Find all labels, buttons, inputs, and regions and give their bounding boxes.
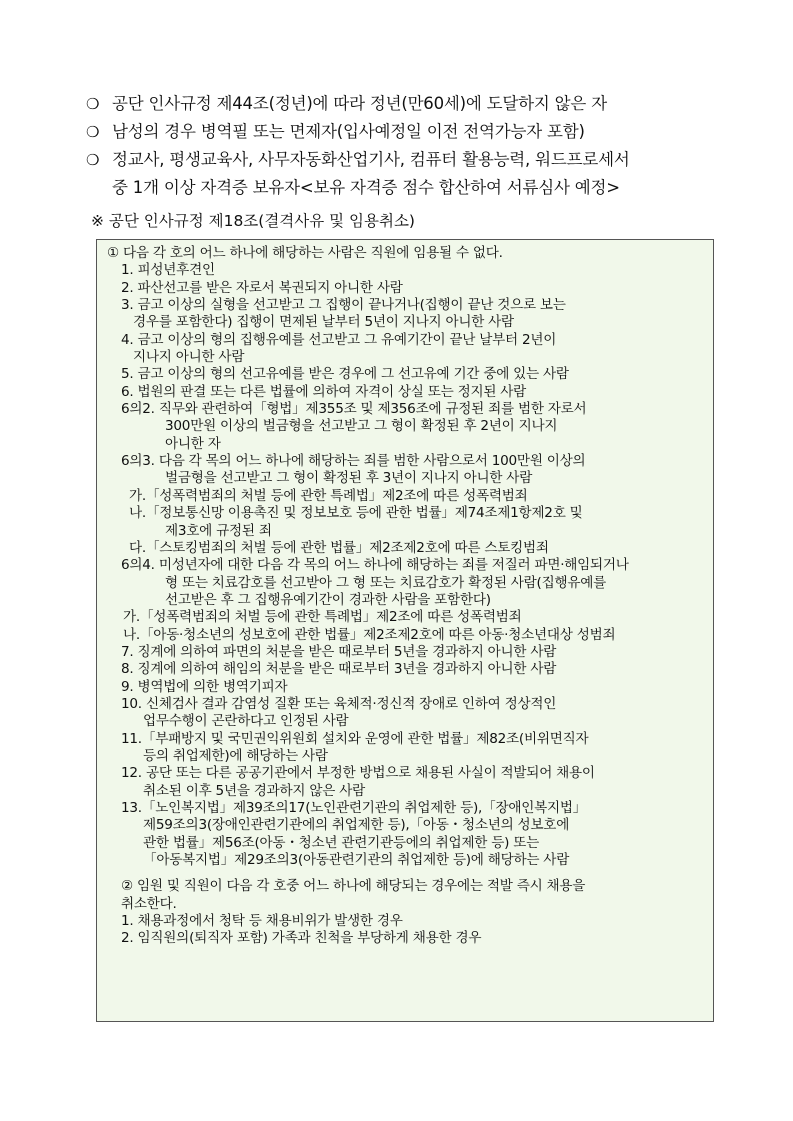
regulation-clause: 「아동복지법」제29조의3(아동관련기관의 취업제한 등)에 해당하는 사람 [143, 852, 570, 869]
regulation-clause: 다.「스토킹범죄의 처벌 등에 관한 법률」제2조제2호에 따른 스토킹범죄 [129, 539, 549, 556]
eligibility-bullet [86, 146, 736, 202]
regulation-clause: 제59조의3(장애인관련기관에의 취업제한 등),「아동・청소년의 성보호에 [143, 817, 570, 834]
regulation-clause: 5. 금고 이상의 형의 선고유예를 받은 경우에 그 선고유예 기간 중에 있는 사람 [121, 366, 569, 383]
regulation-clause: 300만원 이상의 벌금형을 선고받고 그 형이 확정된 후 2년이 지나지 [165, 418, 558, 435]
regulation-note: ※ 공단 인사규정 제18조(결격사유 및 임용취소) [91, 212, 415, 230]
regulation-clause: 취소한다. [121, 895, 177, 912]
bullet-text: 정교사, 평생교육사, 사무자동화산업기사, 컴퓨터 활용능력, 워드프로세서 [112, 150, 630, 169]
regulation-clause: 지나지 아니한 사람 [133, 349, 245, 366]
regulation-clause: 2. 파산선고를 받은 자로서 복권되지 아니한 사람 [121, 279, 403, 296]
regulation-clause: 9. 병역법에 의한 병역기피자 [121, 678, 288, 695]
regulation-clause: 12. 공단 또는 다른 공공기관에서 부정한 방법으로 채용된 사실이 적발되어 채용이 [121, 765, 595, 782]
regulation-clause: 가.「성폭력범죄의 처벌 등에 관한 특례법」제2조에 따른 성폭력범죄 [129, 487, 528, 504]
regulation-clause: 1. 피성년후견인 [121, 262, 215, 279]
regulation-clause: 벌금형을 선고받고 그 형이 확정된 후 3년이 지나지 아니한 사람 [165, 470, 533, 487]
regulation-clause: 제3호에 규정된 죄 [165, 522, 272, 539]
regulation-clause: 6의2. 직무와 관련하여「형법」제355조 및 제356조에 규정된 죄를 범한 자로서 [121, 401, 587, 418]
regulation-clause: 1. 채용과정에서 청탁 등 채용비위가 발생한 경우 [121, 913, 403, 930]
regulation-clause: 아니한 자 [165, 435, 221, 452]
regulation-clause: 관한 법률」제56조(아동・청소년 관련기관등에의 취업제한 등) 또는 [143, 834, 539, 851]
bullet-text: 중 1개 이상 자격증 보유자<보유 자격증 점수 합산하여 서류심사 예정> [112, 178, 620, 197]
bullet-text: 남성의 경우 병역필 또는 면제자(입사예정일 이전 전역가능자 포함) [112, 122, 585, 141]
regulation-clause: 13.「노인복지법」제39조의17(노인관련기관의 취업제한 등),「장애인복지법」 [121, 800, 587, 816]
regulation-clause: 10. 신체검사 결과 감염성 질환 또는 육체적·정신적 장애로 인하여 정상적인 [121, 695, 557, 712]
regulation-clause: 7. 징계에 의하여 파면의 처분을 받은 때로부터 5년을 경과하지 아니한 사람 [121, 643, 557, 660]
bullet-text: 공단 인사규정 제44조(정년)에 따라 정년(만60세)에 도달하지 않은 자 [112, 94, 607, 113]
regulation-clause: 취소된 이후 5년을 경과하지 않은 사람 [143, 782, 365, 799]
disqualification-box [96, 239, 714, 1022]
regulation-clause: 3. 금고 이상의 실형을 선고받고 그 집행이 끝나거나(집행이 끝난 것으로 보는 [121, 297, 566, 314]
hollow-circle-bullet-icon: ❍ [86, 151, 100, 169]
regulation-clause: 6의3. 다음 각 목의 어느 하나에 해당하는 죄를 범한 사람으로서 100만원 이상의 [121, 453, 586, 470]
eligibility-bullet [86, 90, 736, 118]
regulation-clause: 2. 임직원의(퇴직자 포함) 가족과 친척을 부당하게 채용한 경우 [121, 930, 482, 947]
regulation-clause: 선고받은 후 그 집행유예기간이 경과한 사람을 포함한다) [165, 591, 491, 608]
regulation-clause: 6의4. 미성년자에 대한 다음 각 목의 어느 하나에 해당하는 죄를 저질러 파면·해임되거나 [121, 557, 629, 574]
regulation-clause: ② 임원 및 직원이 다음 각 호중 어느 하나에 해당되는 경우에는 적발 즉시 채용을 [121, 878, 586, 895]
regulation-clause: 11.「부패방지 및 국민권익위원회 설치와 운영에 관한 법률」제82조(비위면직자 [121, 730, 589, 747]
regulation-clause: 형 또는 치료감호를 선고받아 그 형 또는 치료감호가 확정된 사람(집행유예를 [165, 574, 607, 591]
regulation-clause: 등의 취업제한)에 해당하는 사람 [143, 747, 328, 764]
regulation-clause: 4. 금고 이상의 형의 집행유예를 선고받고 그 유예기간이 끝난 날부터 2년이 [121, 331, 557, 348]
hollow-circle-bullet-icon: ❍ [86, 123, 100, 141]
hollow-circle-bullet-icon: ❍ [86, 95, 100, 113]
regulation-clause: 6. 법원의 판결 또는 다른 법률에 의하여 자격이 상실 또는 정지된 사람 [121, 383, 527, 400]
eligibility-bullet [86, 118, 736, 146]
regulation-clause: 가.「성폭력범죄의 처벌 등에 관한 특례법」제2조에 따른 성폭력범죄 [123, 609, 522, 626]
regulation-clause: 업무수행이 곤란하다고 인정된 사람 [143, 713, 349, 730]
regulation-clause: 경우를 포함한다) 집행이 면제된 날부터 5년이 지나지 아니한 사람 [133, 314, 514, 331]
regulation-clause: 8. 징계에 의하여 해임의 처분을 받은 때로부터 3년을 경과하지 아니한 사람 [121, 661, 557, 678]
regulation-clause: 나.「아동·청소년의 성보호에 관한 법률」제2조제2호에 따른 아동·청소년대상 성범죄 [123, 626, 616, 643]
regulation-clause: ① 다음 각 호의 어느 하나에 해당하는 사람은 직원에 임용될 수 없다. [107, 245, 503, 261]
regulation-clause: 나.「정보통신망 이용촉진 및 정보보호 등에 관한 법률」제74조제1항제2호 및 [129, 505, 583, 522]
eligibility-bullets [86, 90, 736, 202]
